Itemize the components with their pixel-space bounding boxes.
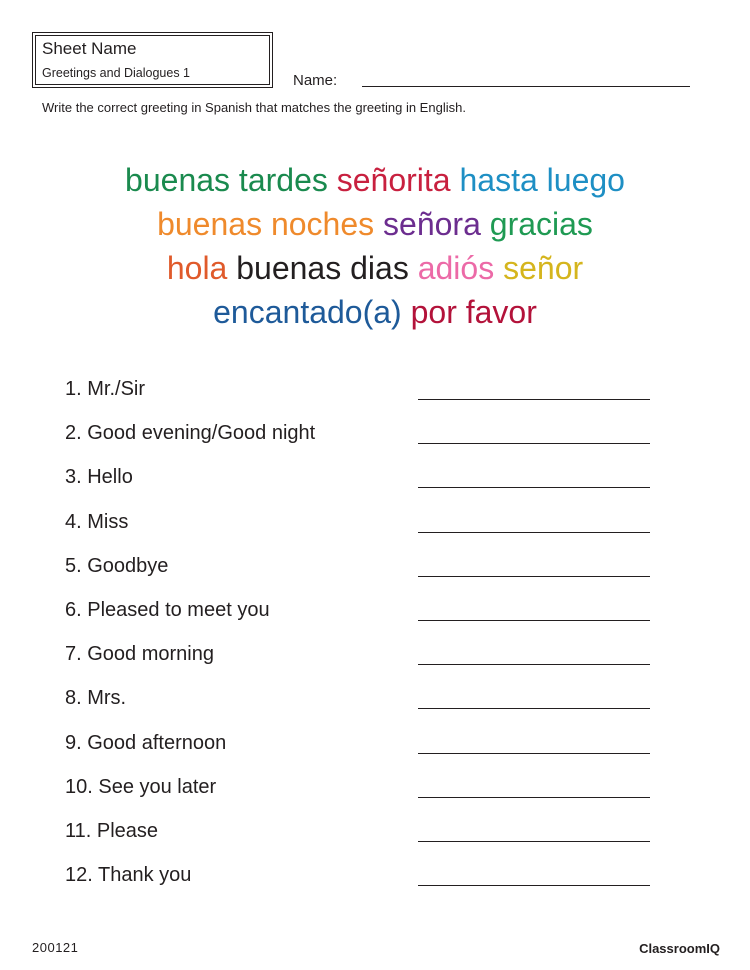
word-bank-line [0, 246, 750, 290]
word-bank-word: buenas dias [236, 250, 409, 286]
question-row [65, 458, 665, 502]
footer-code: 200121 [32, 940, 79, 955]
question-text: 9. Good afternoon [65, 731, 227, 754]
question-row [65, 768, 665, 812]
question-text: 10. See you later [65, 775, 217, 798]
sheet-name-box-inner [35, 35, 270, 85]
question-row [65, 724, 665, 768]
question-text: 11. Please [65, 819, 159, 842]
answer-line[interactable] [418, 708, 650, 709]
question-list [65, 370, 665, 900]
answer-line[interactable] [418, 797, 650, 798]
question-text: 6. Pleased to meet you [65, 598, 270, 621]
word-bank-line [0, 290, 750, 334]
word-bank-word: por favor [410, 294, 537, 330]
sheet-name-box [32, 32, 273, 88]
question-text: 2. Good evening/Good night [65, 422, 316, 445]
instructions: Write the correct greeting in Spanish that matches the greeting in English. [42, 100, 466, 115]
word-bank-word: encantado(a) [213, 294, 402, 330]
question-text: 5. Goodbye [65, 554, 169, 577]
answer-line[interactable] [418, 885, 650, 886]
name-label: Name: [293, 72, 338, 89]
answer-line[interactable] [418, 576, 650, 577]
question-text: 8. Mrs. [65, 687, 127, 710]
question-row [65, 414, 665, 458]
word-bank-word: adiós [417, 250, 495, 286]
word-bank-line [0, 202, 750, 246]
answer-line[interactable] [418, 399, 650, 400]
word-bank-word: gracias [489, 206, 593, 242]
question-row [65, 679, 665, 723]
question-text: 1. Mr./Sir [65, 378, 146, 400]
word-bank-word: señor [503, 250, 584, 286]
question-row [65, 591, 665, 635]
question-text: 3. Hello [65, 466, 133, 489]
answer-line[interactable] [418, 753, 650, 754]
answer-line[interactable] [418, 487, 650, 488]
word-bank-word: hasta luego [459, 162, 625, 198]
question-row [65, 370, 665, 414]
answer-line[interactable] [418, 532, 650, 533]
answer-line[interactable] [418, 443, 650, 444]
question-row [65, 812, 665, 856]
question-row [65, 635, 665, 679]
question-row [65, 503, 665, 547]
footer-brand: ClassroomIQ [639, 941, 720, 956]
question-text: 7. Good morning [65, 643, 214, 666]
answer-line[interactable] [418, 841, 650, 842]
word-bank-word: buenas noches [157, 206, 375, 242]
name-answer-line[interactable] [362, 86, 690, 87]
word-bank-line [0, 158, 750, 202]
question-text: 12. Thank you [65, 864, 192, 887]
word-bank-word: señora [383, 206, 481, 242]
question-row [65, 547, 665, 591]
question-row [65, 856, 665, 900]
sheet-title: Greetings and Dialogues 1 [42, 66, 191, 80]
word-bank-word: señorita [336, 162, 451, 198]
answer-line[interactable] [418, 620, 650, 621]
sheet-name-label: Sheet Name [42, 39, 137, 58]
question-text: 4. Miss [65, 510, 129, 533]
word-bank [0, 158, 750, 334]
word-bank-word: buenas tardes [125, 162, 328, 198]
word-bank-word: hola [166, 250, 228, 286]
answer-line[interactable] [418, 664, 650, 665]
